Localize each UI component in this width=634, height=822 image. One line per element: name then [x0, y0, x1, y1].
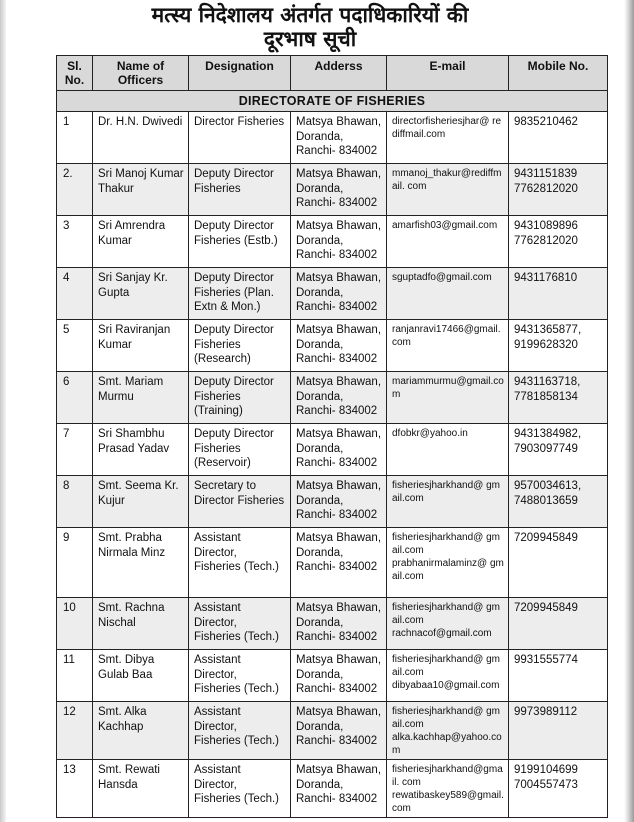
column-header-email: E-mail [387, 56, 509, 91]
email-address: fisheriesjharkhand@ gmail.com [392, 480, 500, 504]
table-row [57, 650, 608, 702]
mobile-number: 9431163718, [514, 376, 581, 388]
email-address: fisheriesjharkhand@ gmail.com [392, 706, 500, 730]
cell-designation: Deputy Director Fisheries (Reservoir) [189, 424, 291, 476]
mobile-number: 9431089896 [514, 220, 578, 232]
cell-sl-no: 5 [57, 320, 93, 372]
cell-email [387, 112, 509, 164]
page-right-edge [624, 0, 634, 822]
cell-address: Matsya Bhawan, Doranda, Ranchi- 834002 [291, 164, 387, 216]
cell-officer-name: Sri Manoj Kumar Thakur [93, 164, 189, 216]
mobile-number: 7781858134 [514, 390, 578, 403]
table-row [57, 372, 608, 424]
cell-designation: Assistant Director, Fisheries (Tech.) [189, 702, 291, 760]
cell-address: Matsya Bhawan, Doranda, Ranchi- 834002 [291, 268, 387, 320]
email-address: mariammurmu@gmail.com [392, 376, 504, 400]
cell-designation: Deputy Director Fisheries (Estb.) [189, 216, 291, 268]
column-header-name: Name of Officers [93, 56, 189, 91]
column-header-address: Adderss [291, 56, 387, 91]
page-left-edge [0, 0, 6, 822]
table-row [57, 760, 608, 818]
mobile-number: 9199104699 [514, 764, 578, 776]
officers-directory-table [56, 55, 608, 818]
cell-officer-name: Smt. Alka Kachhap [93, 702, 189, 760]
table-row [57, 702, 608, 760]
cell-address: Matsya Bhawan, Doranda, Ranchi- 834002 [291, 650, 387, 702]
cell-designation: Assistant Director, Fisheries (Tech.) [189, 598, 291, 650]
cell-sl-no: 2. [57, 164, 93, 216]
table-row [57, 112, 608, 164]
email-address: rachnacof@gmail.com [392, 628, 492, 639]
cell-designation: Deputy Director Fisheries (Research) [189, 320, 291, 372]
cell-email [387, 320, 509, 372]
cell-email [387, 424, 509, 476]
cell-officer-name: Smt. Rachna Nischal [93, 598, 189, 650]
email-address: dibyabaa10@gmail.com [392, 680, 500, 691]
cell-sl-no: 3 [57, 216, 93, 268]
table-row [57, 216, 608, 268]
mobile-number: 9431176810 [514, 272, 578, 284]
table-row [57, 476, 608, 528]
cell-mobile [509, 598, 608, 650]
cell-address: Matsya Bhawan, Doranda, Ranchi- 834002 [291, 528, 387, 598]
email-address: fisheriesjharkhand@gmail. com [392, 764, 503, 788]
cell-officer-name: Sri Sanjay Kr. Gupta [93, 268, 189, 320]
table-row [57, 268, 608, 320]
cell-mobile [509, 112, 608, 164]
column-header-designation: Designation [189, 56, 291, 91]
cell-officer-name: Smt. Dibya Gulab Baa [93, 650, 189, 702]
cell-mobile [509, 216, 608, 268]
cell-address: Matsya Bhawan, Doranda, Ranchi- 834002 [291, 216, 387, 268]
mobile-number: 9431384982, [514, 428, 582, 440]
email-address: fisheriesjharkhand@ gmail.com [392, 532, 500, 556]
cell-address: Matsya Bhawan, Doranda, Ranchi- 834002 [291, 702, 387, 760]
cell-sl-no: 12 [57, 702, 93, 760]
cell-address: Matsya Bhawan, Doranda, Ranchi- 834002 [291, 476, 387, 528]
mobile-number: 7903097749 [514, 442, 578, 455]
table-row [57, 528, 608, 598]
table-row [57, 598, 608, 650]
email-address: ranjanravi17466@gmail. com [392, 324, 501, 348]
cell-officer-name: Sri Amrendra Kumar [93, 216, 189, 268]
cell-designation: Deputy Director Fisheries (Training) [189, 372, 291, 424]
cell-mobile [509, 702, 608, 760]
cell-sl-no: 10 [57, 598, 93, 650]
mobile-number: 7762812020 [514, 234, 578, 247]
mobile-number: 7209945849 [514, 532, 578, 544]
email-address: sguptadfo@gmail.com [392, 272, 492, 283]
email-address: fisheriesjharkhand@ gmail.com [392, 654, 500, 678]
cell-designation: Assistant Director, Fisheries (Tech.) [189, 528, 291, 598]
mobile-number: 9973989112 [514, 706, 578, 718]
mobile-number: 9431151839 [514, 168, 578, 180]
table-header-row [57, 56, 608, 91]
cell-email [387, 650, 509, 702]
cell-mobile [509, 164, 608, 216]
document-title-line1: मत्स्य निदेशालय अंतर्गत पदाधिकारियों की [151, 3, 469, 27]
column-header-mobile: Mobile No. [509, 56, 608, 91]
cell-email [387, 760, 509, 818]
cell-officer-name: Smt. Prabha Nirmala Minz [93, 528, 189, 598]
cell-email [387, 476, 509, 528]
mobile-number: 9835210462 [514, 116, 578, 128]
cell-sl-no: 8 [57, 476, 93, 528]
email-address: mmanoj_thakur@rediffmail. com [392, 168, 502, 192]
cell-mobile [509, 372, 608, 424]
table-body [57, 91, 608, 818]
cell-email [387, 164, 509, 216]
cell-designation: Assistant Director, Fisheries (Tech.) [189, 650, 291, 702]
email-address: prabhanirmalaminz@ gmail.com [392, 558, 504, 582]
cell-email [387, 372, 509, 424]
cell-sl-no: 11 [57, 650, 93, 702]
mobile-number: 7488013659 [514, 494, 578, 507]
mobile-number: 9570034613, [514, 480, 582, 492]
cell-sl-no: 6 [57, 372, 93, 424]
cell-designation: Deputy Director Fisheries (Plan. Extn & Mon.) [189, 268, 291, 320]
table-row [57, 164, 608, 216]
cell-email [387, 702, 509, 760]
cell-address: Matsya Bhawan, Doranda, Ranchi- 834002 [291, 424, 387, 476]
cell-officer-name: Dr. H.N. Dwivedi [93, 112, 189, 164]
cell-mobile [509, 268, 608, 320]
cell-officer-name: Sri Shambhu Prasad Yadav [93, 424, 189, 476]
table-row [57, 424, 608, 476]
cell-email [387, 598, 509, 650]
cell-sl-no: 4 [57, 268, 93, 320]
column-header-sl-no: Sl. No. [57, 56, 93, 91]
cell-address: Matsya Bhawan, Doranda, Ranchi- 834002 [291, 760, 387, 818]
cell-email [387, 216, 509, 268]
cell-address: Matsya Bhawan, Doranda, Ranchi- 834002 [291, 598, 387, 650]
cell-designation: Assistant Director, Fisheries (Tech.) [189, 760, 291, 818]
cell-sl-no: 13 [57, 760, 93, 818]
email-address: dfobkr@yahoo.in [392, 428, 468, 439]
cell-address: Matsya Bhawan, Doranda, Ranchi- 834002 [291, 112, 387, 164]
mobile-number: 9431365877, [514, 324, 582, 336]
cell-mobile [509, 476, 608, 528]
mobile-number: 7209945849 [514, 602, 578, 614]
cell-email [387, 528, 509, 598]
mobile-number: 9199628320 [514, 338, 578, 351]
cell-sl-no: 7 [57, 424, 93, 476]
email-address: alka.kachhap@yahoo.com [392, 732, 502, 756]
cell-officer-name: Smt. Mariam Murmu [93, 372, 189, 424]
document-title-line2: दूरभाष सूची [263, 27, 357, 51]
section-title: DIRECTORATE OF FISHERIES [57, 91, 608, 112]
cell-address: Matsya Bhawan, Doranda, Ranchi- 834002 [291, 372, 387, 424]
cell-sl-no: 1 [57, 112, 93, 164]
cell-designation: Deputy Director Fisheries [189, 164, 291, 216]
mobile-number: 7762812020 [514, 182, 578, 195]
cell-email [387, 268, 509, 320]
cell-mobile [509, 424, 608, 476]
mobile-number: 9931555774 [514, 654, 578, 666]
cell-mobile [509, 650, 608, 702]
mobile-number: 7004557473 [514, 778, 578, 791]
cell-mobile [509, 760, 608, 818]
cell-designation: Director Fisheries [189, 112, 291, 164]
section-row [57, 91, 608, 112]
cell-officer-name: Sri Raviranjan Kumar [93, 320, 189, 372]
cell-designation: Secretary to Director Fisheries [189, 476, 291, 528]
email-address: directorfisheriesjhar@ rediffmail.com [392, 116, 502, 140]
cell-mobile [509, 528, 608, 598]
cell-officer-name: Smt. Seema Kr. Kujur [93, 476, 189, 528]
email-address: rewatibaskey589@gmail.com [392, 790, 504, 814]
table-row [57, 320, 608, 372]
cell-sl-no: 9 [57, 528, 93, 598]
email-address: fisheriesjharkhand@ gmail.com [392, 602, 500, 626]
cell-officer-name: Smt. Rewati Hansda [93, 760, 189, 818]
cell-mobile [509, 320, 608, 372]
cell-address: Matsya Bhawan, Doranda, Ranchi- 834002 [291, 320, 387, 372]
email-address: amarfish03@gmail.com [392, 220, 498, 231]
